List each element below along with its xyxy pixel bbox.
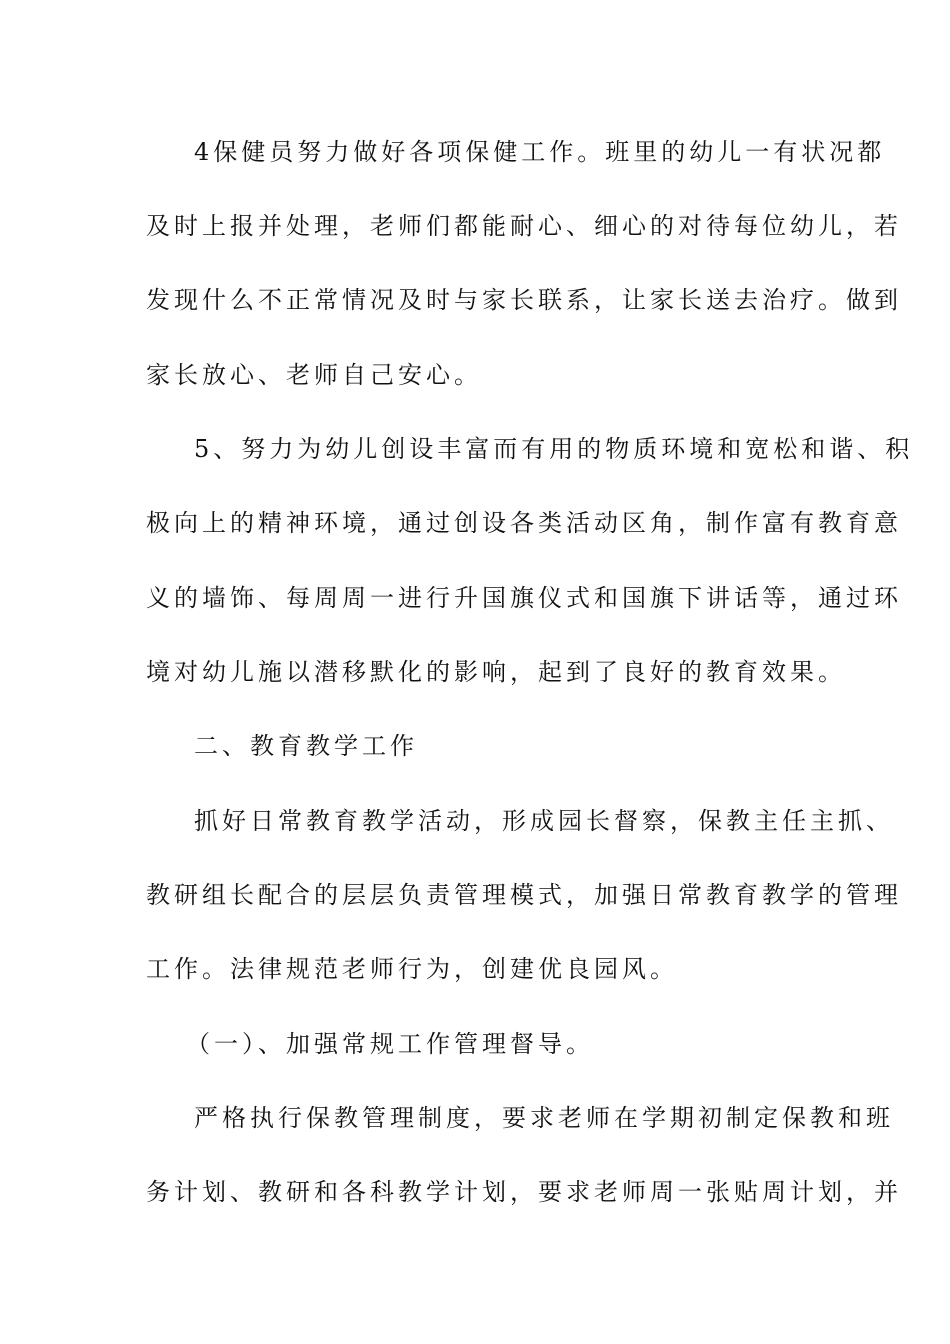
management-paragraph-line-2: 务计划、教研和各科教学计划，要求老师周一张贴周计划，并	[146, 1178, 902, 1206]
paragraph-5-line-4: 境对幼儿施以潜移默化的影响，起到了良好的教育效果。	[146, 658, 846, 686]
management-paragraph-line-1: 严格执行保教管理制度，要求老师在学期初制定保教和班	[194, 1104, 894, 1132]
education-paragraph-line-2: 教研组长配合的层层负责管理模式，加强日常教育教学的管理	[146, 881, 902, 909]
education-paragraph-line-1: 抓好日常教育教学活动，形成园长督察，保教主任主抓、	[194, 807, 894, 835]
paragraph-4-line-4: 家长放心、老师自己安心。	[146, 361, 482, 389]
section-heading: 二、教育教学工作	[194, 732, 418, 760]
paragraph-5-line-2: 极向上的精神环境，通过创设各类活动区角，制作富有教育意	[146, 509, 902, 537]
paragraph-4-line-2: 及时上报并处理，老师们都能耐心、细心的对待每位幼儿，若	[146, 212, 902, 240]
education-paragraph-line-3: 工作。法律规范老师行为，创建优良园风。	[146, 955, 678, 983]
paragraph-5-line-1: 5、努力为幼儿创设丰富而有用的物质环境和宽松和谐、积	[194, 435, 914, 463]
paragraph-4-line-3: 发现什么不正常情况及时与家长联系，让家长送去治疗。做到	[146, 286, 902, 314]
subsection-heading: （一）、加强常规工作管理督导。	[186, 1030, 594, 1058]
paragraph-5-line-3: 义的墙饰、每周周一进行升国旗仪式和国旗下讲话等，通过环	[146, 584, 902, 612]
paragraph-4-line-1: 4保健员努力做好各项保健工作。班里的幼儿一有状况都	[194, 138, 886, 166]
